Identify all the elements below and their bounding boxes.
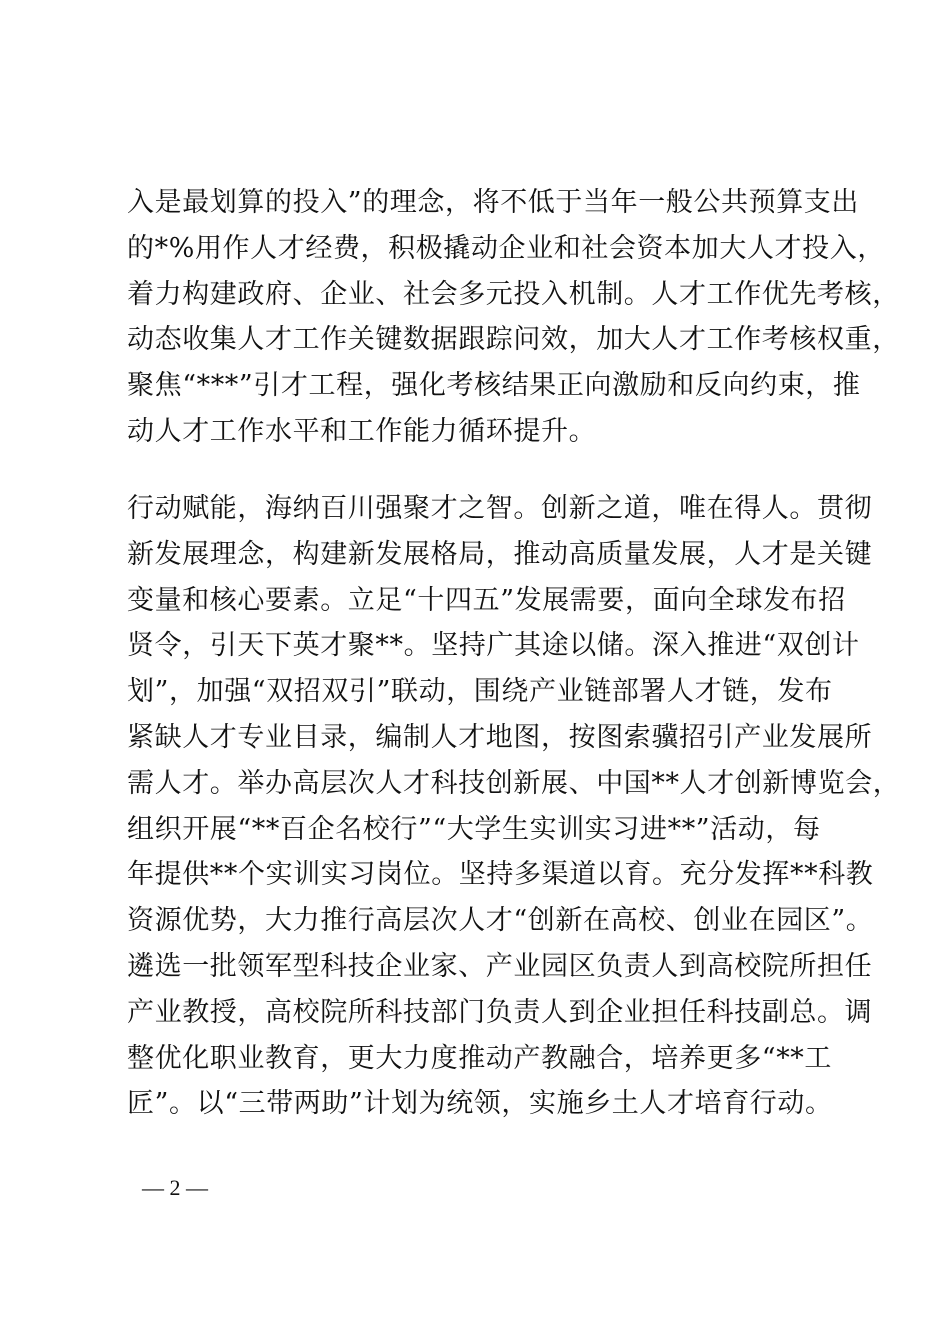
text-line: 年提供**个实训实习岗位。坚持多渠道以育。充分发挥**科教 <box>127 859 874 891</box>
text-line: 划”，加强“双招双引”联动，围绕产业链部署人才链，发布 <box>127 676 833 708</box>
text-line: 匠”。以“三带两助”计划为统领，实施乡土人才培育行动。 <box>127 1088 833 1120</box>
text-line: 贤令，引天下英才聚**。坚持广其途以储。深入推进“双创计 <box>127 630 860 662</box>
text-line: 行动赋能，海纳百川强聚才之智。创新之道，唯在得人。贯彻 <box>127 493 873 524</box>
text-line: 资源优势，大力推行高层次人才“创新在高校、创业在园区”。 <box>127 905 874 937</box>
text-line: 紧缺人才专业目录，编制人才地图，按图索骥招引产业发展所 <box>127 721 873 753</box>
paragraph-1 <box>127 180 900 455</box>
text-line: 组织开展“**百企名校行”“大学生实训实习进**”活动，每 <box>127 813 821 845</box>
text-line: 着力构建政府、企业、社会多元投入机制。人才工作优先考核， <box>127 278 900 310</box>
text-line: 动态收集人才工作关键数据跟踪问效，加大人才工作考核权重， <box>127 324 900 356</box>
text-line: 的*%用作人才经费，积极撬动企业和社会资本加大人才投入， <box>127 232 885 264</box>
text-line: 变量和核心要素。立足“十四五”发展需要，面向全球发布招 <box>127 584 846 616</box>
text-line: 新发展理念，构建新发展格局，推动高质量发展，人才是关键 <box>127 538 873 570</box>
text-line: 需人才。举办高层次人才科技创新展、中国**人才创新博览会， <box>127 767 901 799</box>
text-line: 聚焦“***”引才工程，强化考核结果正向激励和反向约束，推 <box>127 370 861 402</box>
text-line: 产业教授，高校院所科技部门负责人到企业担任科技副总。调 <box>127 996 873 1028</box>
text-line: 整优化职业教育，更大力度推动产教融合，培养更多“**工 <box>127 1042 833 1074</box>
text-line: 入是最划算的投入”的理念，将不低于当年一般公共预算支出 <box>127 187 860 218</box>
text-line: 动人才工作水平和工作能力循环提升。 <box>127 415 597 447</box>
page-number: — 2 — <box>142 1175 208 1200</box>
text-line: 遴选一批领军型科技企业家、产业园区负责人到高校院所担任 <box>127 950 873 982</box>
paragraph-2 <box>127 486 901 1127</box>
